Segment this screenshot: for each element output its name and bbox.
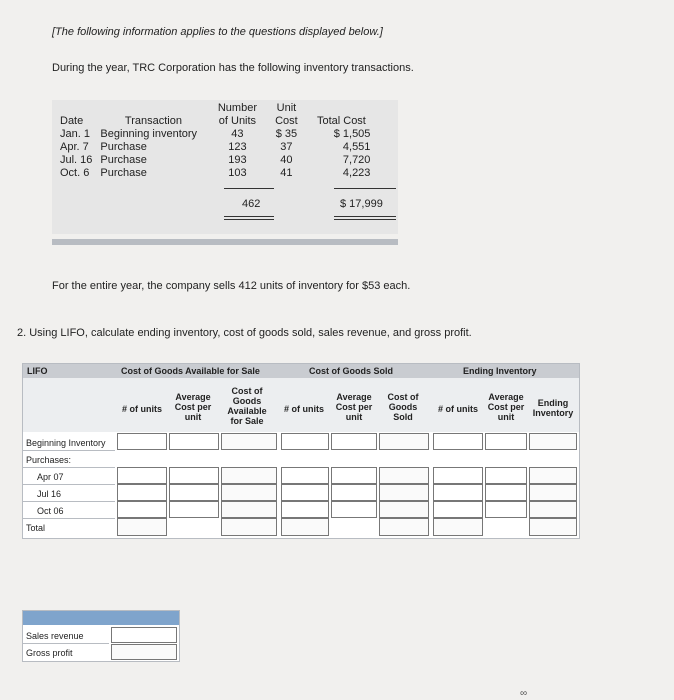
total-units: 462	[242, 198, 261, 210]
apr-ei-units-input[interactable]	[433, 467, 483, 484]
col-cogs-units: # of units	[284, 404, 324, 414]
row-transaction: Beginning inventory	[100, 128, 198, 140]
total-cogs-units-cell[interactable]	[281, 518, 329, 536]
row-label-oct: Oct 06	[37, 506, 64, 516]
panel-header-strip	[23, 611, 179, 625]
row-divider	[23, 643, 109, 644]
oct-units-input[interactable]	[117, 501, 167, 518]
row-total-cost: 4,551	[342, 141, 371, 153]
beg-cogs-cell[interactable]	[379, 433, 429, 450]
oct-cogs-units-input[interactable]	[281, 501, 329, 518]
oct-ei-units-input[interactable]	[433, 501, 483, 518]
header-date: Date	[60, 115, 84, 127]
jul-cost-input[interactable]	[169, 484, 219, 501]
row-label-beginning: Beginning Inventory	[26, 438, 106, 448]
total-units-cell[interactable]	[117, 518, 167, 536]
units-double-line-1	[224, 216, 274, 217]
row-unit-cost: 37	[280, 141, 293, 153]
col-cogas-avg-cost: Average Cost per unit	[174, 392, 212, 422]
link-icon[interactable]: ∞	[520, 688, 528, 699]
sales-text: For the entire year, the company sells 412 units of inventory for $53 each.	[52, 280, 411, 292]
header-unit-cost: Unit Cost	[275, 102, 298, 127]
sales-revenue-input[interactable]	[111, 627, 177, 643]
description-text: During the year, TRC Corporation has the following inventory transactions.	[52, 62, 414, 74]
gross-profit-cell[interactable]	[111, 644, 177, 660]
col-cogs-avg-cost: Average Cost per unit	[335, 392, 373, 422]
beg-cogas-cell[interactable]	[221, 433, 277, 450]
table-row	[56, 154, 374, 167]
oct-cogs-cost-input[interactable]	[331, 501, 377, 518]
sales-profit-panel	[22, 610, 180, 662]
apr-ei-cell[interactable]	[529, 467, 577, 484]
oct-cost-input[interactable]	[169, 501, 219, 518]
question-text: 2. Using LIFO, calculate ending inventory, cost of goods sold, sales revenue, and gross profit.	[17, 327, 472, 339]
gross-profit-label: Gross profit	[26, 648, 73, 658]
beg-cogs-cost-input[interactable]	[331, 433, 377, 450]
total-ei-units-cell[interactable]	[433, 518, 483, 536]
row-units: 123	[228, 141, 247, 153]
col-cogs-total: Cost of Goods Sold	[387, 392, 419, 422]
units-subtotal-line	[224, 188, 274, 189]
row-label-jul: Jul 16	[37, 489, 62, 499]
row-date: Jul. 16	[60, 154, 93, 166]
row-transaction: Purchase	[100, 167, 147, 179]
cost-double-line-1	[334, 216, 396, 217]
row-total-cost: 7,720	[342, 154, 371, 166]
row-units: 193	[228, 154, 247, 166]
oct-cogs-cell[interactable]	[379, 501, 429, 518]
row-date: Jan. 1	[60, 128, 90, 140]
header-units: Number of Units	[217, 102, 257, 127]
ending-group-header: Ending Inventory	[463, 366, 537, 376]
inventory-table-panel	[52, 100, 398, 234]
row-unit-cost: 41	[280, 167, 293, 179]
total-cogs-cell[interactable]	[379, 518, 429, 536]
oct-ei-cell[interactable]	[529, 501, 577, 518]
row-unit-cost: 40	[280, 154, 293, 166]
jul-ei-cost-input[interactable]	[485, 484, 527, 501]
beg-cogs-units-input[interactable]	[281, 433, 329, 450]
cost-double-line-2	[334, 219, 396, 220]
table-row	[56, 141, 374, 154]
jul-cogs-cell[interactable]	[379, 484, 429, 501]
col-ending-total: Ending Inventory	[532, 398, 574, 418]
row-total-cost: 4,223	[342, 167, 371, 179]
jul-units-input[interactable]	[117, 484, 167, 501]
row-date: Oct. 6	[60, 167, 90, 179]
cost-subtotal-line	[334, 188, 396, 189]
row-date: Apr. 7	[60, 141, 89, 153]
apr-cogas-cell[interactable]	[221, 467, 277, 484]
row-divider	[23, 501, 115, 502]
cogas-group-header: Cost of Goods Available for Sale	[121, 366, 260, 376]
row-divider	[23, 518, 115, 519]
header-transaction: Transaction	[124, 115, 182, 127]
beg-ei-cell[interactable]	[529, 433, 577, 450]
oct-cogas-cell[interactable]	[221, 501, 277, 518]
col-ending-units: # of units	[438, 404, 478, 414]
beg-ei-units-input[interactable]	[433, 433, 483, 450]
row-units: 103	[228, 167, 247, 179]
total-ei-cell[interactable]	[529, 518, 577, 536]
row-label-apr: Apr 07	[37, 472, 64, 482]
apr-cost-input[interactable]	[169, 467, 219, 484]
oct-ei-cost-input[interactable]	[485, 501, 527, 518]
col-cogas-total: Cost of Goods Available for Sale	[227, 386, 267, 426]
table-row	[56, 167, 374, 180]
row-units: 43	[231, 128, 244, 140]
apr-cogs-cell[interactable]	[379, 467, 429, 484]
row-total-cost: $ 1,505	[333, 128, 371, 140]
table-row	[56, 128, 374, 141]
col-ending-avg-cost: Average Cost per unit	[487, 392, 525, 422]
jul-cogs-units-input[interactable]	[281, 484, 329, 501]
row-label-total: Total	[26, 523, 46, 533]
apr-ei-cost-input[interactable]	[485, 467, 527, 484]
units-double-line-2	[224, 219, 274, 220]
col-cogas-units: # of units	[122, 404, 162, 414]
inventory-table	[56, 102, 374, 180]
row-divider	[23, 484, 115, 485]
lifo-worksheet	[22, 363, 580, 539]
lifo-title: LIFO	[27, 366, 48, 376]
sales-revenue-label: Sales revenue	[26, 631, 84, 641]
apr-units-input[interactable]	[117, 467, 167, 484]
row-unit-cost: $ 35	[275, 128, 298, 140]
total-cost: $ 17,999	[340, 198, 383, 210]
total-cogas-cell[interactable]	[221, 518, 277, 536]
apr-cogs-units-input[interactable]	[281, 467, 329, 484]
cogs-group-header: Cost of Goods Sold	[309, 366, 393, 376]
apr-cogs-cost-input[interactable]	[331, 467, 377, 484]
jul-cogs-cost-input[interactable]	[331, 484, 377, 501]
header-total-cost: Total Cost	[316, 115, 366, 127]
beg-units-input[interactable]	[117, 433, 167, 450]
table-bottom-bar	[52, 239, 398, 245]
beg-cost-input[interactable]	[169, 433, 219, 450]
jul-ei-cell[interactable]	[529, 484, 577, 501]
row-transaction: Purchase	[100, 141, 147, 153]
jul-ei-units-input[interactable]	[433, 484, 483, 501]
row-transaction: Purchase	[100, 154, 147, 166]
intro-text: [The following information applies to the questions displayed below.]	[52, 26, 383, 38]
row-divider	[23, 467, 115, 468]
row-label-purchases: Purchases:	[26, 455, 72, 465]
row-divider	[23, 450, 115, 451]
beg-ei-cost-input[interactable]	[485, 433, 527, 450]
jul-cogas-cell[interactable]	[221, 484, 277, 501]
